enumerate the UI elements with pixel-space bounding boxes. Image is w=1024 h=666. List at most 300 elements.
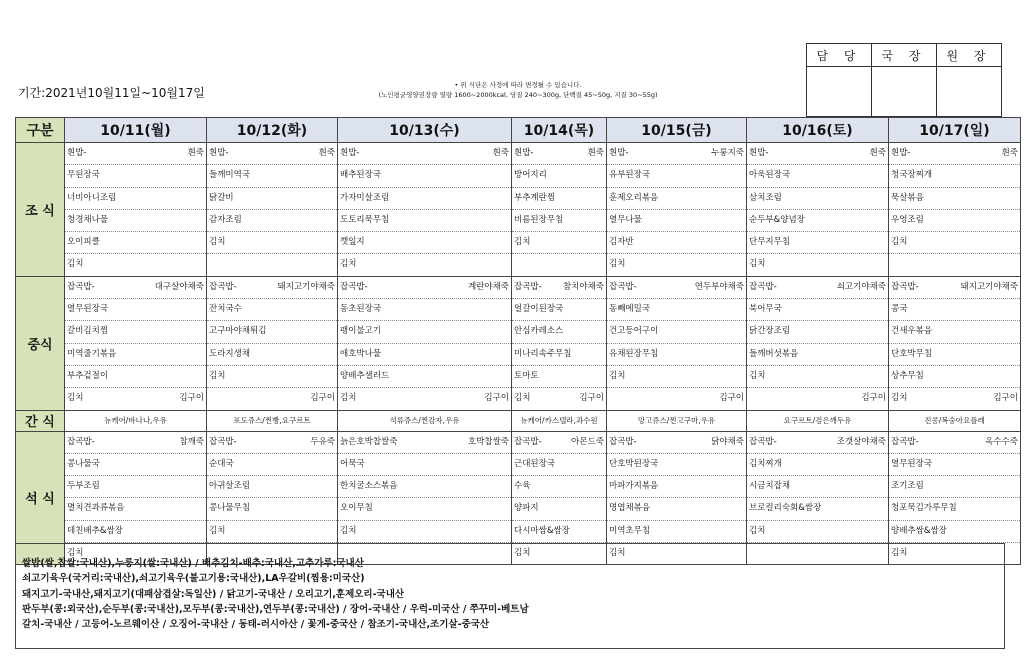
menu-item-text: 열무된장국 (891, 458, 933, 469)
menu-item (889, 344, 1020, 366)
menu-item (65, 254, 206, 275)
menu-item-text: 팽이불고기 (340, 326, 382, 337)
menu-item-text: 흰밥- (749, 148, 769, 158)
menu-item (747, 188, 888, 210)
menu-item (747, 277, 888, 299)
menu-item-extra: 옥수수죽 (985, 436, 1018, 447)
menu-item (889, 432, 1020, 454)
menu-item (889, 232, 1020, 254)
origin-info (15, 543, 1005, 649)
menu-item-extra: 계란야채죽 (467, 281, 509, 292)
menu-item (65, 388, 206, 409)
menu-item-text: 갈비김치찜 (67, 326, 109, 337)
menu-item (747, 432, 888, 454)
menu-item (512, 498, 606, 520)
menu-item-text: 단호박된장국 (609, 458, 659, 469)
menu-item (607, 277, 746, 299)
menu-item (889, 521, 1020, 543)
menu-item-text: 청국장찌개 (891, 170, 933, 181)
menu-item-text: 김치 (340, 259, 357, 270)
menu-item (65, 498, 206, 520)
menu-item-text: 오이무침 (340, 503, 373, 514)
menu-item (512, 188, 606, 210)
menu-item (607, 232, 746, 254)
menu-item (607, 143, 746, 165)
menu-item-extra: 김구이 (179, 393, 204, 404)
menu-item-extra: 조갯살야채죽 (836, 436, 886, 447)
menu-item (207, 299, 337, 321)
menu-item-text: 잡곡밥- (891, 436, 919, 447)
menu-item-text: 양파지 (514, 503, 539, 514)
day-menu-cell (607, 276, 747, 410)
menu-item-extra: 김구이 (579, 393, 604, 404)
menu-item-text: 데친배추&쌈장 (67, 525, 123, 536)
day-header: 10/16(토) (747, 118, 889, 143)
menu-item-text: 브로컬리숙회&쌈장 (749, 503, 822, 514)
menu-item-text: 김치 (340, 393, 357, 404)
menu-item-text: 청포묵김가루무침 (891, 503, 957, 514)
menu-item-text: 김치 (891, 393, 908, 404)
menu-item (207, 521, 337, 543)
menu-item-text: 가자미살조림 (340, 192, 390, 203)
menu-item-text: 아욱된장국 (749, 170, 791, 181)
approval-label: 담 당 (807, 44, 872, 67)
menu-item-extra: 두유죽 (310, 436, 335, 447)
menu-item (207, 188, 337, 210)
menu-item-text: 우엉조림 (891, 214, 924, 225)
menu-item (512, 299, 606, 321)
day-header: 10/15(금) (607, 118, 747, 143)
menu-item-text: 늙은호박찹쌀죽 (340, 436, 398, 447)
menu-item-text: 시금치잡채 (749, 481, 791, 492)
menu-item (65, 321, 206, 343)
menu-item-extra: 흰죽 (318, 148, 335, 158)
menu-item (65, 432, 206, 454)
menu-item-text: 김치 (609, 259, 626, 270)
menu-item-text: 잡곡밥- (514, 281, 542, 292)
menu-item-text: 부추겉절이 (67, 370, 109, 381)
origin-line: 쌀밥(쌀,찹쌀:국내산),누룽지(쌀:국내산) / 배추김치-배추:국내산,고추가루:국내산 (22, 558, 364, 569)
menu-item (607, 366, 746, 388)
menu-table (15, 117, 1021, 565)
menu-item (207, 321, 337, 343)
day-menu-cell (747, 143, 889, 277)
menu-item (747, 321, 888, 343)
snack-cell: 뉴케어/바나나,우유 (65, 410, 207, 431)
signature-box (807, 67, 872, 117)
day-menu-cell (512, 276, 607, 410)
day-menu-cell (65, 143, 207, 277)
menu-item (512, 388, 606, 409)
menu-item-extra: 누룽지죽 (711, 148, 744, 158)
menu-item-extra: 쇠고기야채죽 (836, 281, 886, 292)
menu-item-text: 잡곡밥- (891, 281, 919, 292)
menu-item-extra: 흰죽 (187, 148, 204, 158)
menu-item-text: 토마토 (514, 370, 539, 381)
menu-item-text: 김치 (749, 259, 766, 270)
menu-item-text: 북어무국 (749, 304, 782, 315)
menu-item (607, 321, 746, 343)
gubun-header: 구분 (16, 118, 65, 143)
snack-cell: 석류쥬스/찐감자,우유 (338, 410, 512, 431)
menu-item (889, 277, 1020, 299)
menu-item (512, 476, 606, 498)
menu-item-text: 잡곡밥- (67, 436, 95, 447)
menu-item (338, 432, 511, 454)
menu-item (65, 521, 206, 543)
day-menu-cell (338, 143, 512, 277)
menu-item-text: 잡곡밥- (609, 281, 637, 292)
menu-item-extra: 호박찹쌀죽 (467, 436, 509, 447)
menu-item-text: 김자반 (609, 237, 634, 248)
menu-item (889, 143, 1020, 165)
menu-item-text: 한치굴소스볶음 (340, 481, 398, 492)
menu-item-text: 잡곡밥- (514, 436, 542, 447)
menu-item (607, 165, 746, 187)
menu-item-text: 안심카레소스 (514, 326, 564, 337)
day-menu-cell (65, 276, 207, 410)
day-menu-cell (512, 143, 607, 277)
menu-item-text: 다시마쌈&쌈장 (514, 525, 570, 536)
day-header-row (16, 118, 1021, 143)
menu-item-text: 열무나물 (609, 214, 642, 225)
menu-item (512, 277, 606, 299)
menu-item-extra: 김구이 (861, 393, 886, 404)
day-menu-cell (207, 143, 338, 277)
menu-item (65, 344, 206, 366)
menu-item (512, 366, 606, 388)
notice-text (338, 80, 698, 100)
menu-item-text: 건새우볶음 (891, 326, 933, 337)
menu-item-extra: 아몬드죽 (571, 436, 604, 447)
menu-item (607, 521, 746, 543)
menu-item (512, 344, 606, 366)
menu-item (338, 299, 511, 321)
menu-item (512, 210, 606, 232)
menu-item (338, 143, 511, 165)
period-text: 기간:2021년10월11일~10월17일 (18, 86, 205, 100)
menu-item-text: 아귀살조림 (209, 481, 251, 492)
menu-item (889, 165, 1020, 187)
menu-item (607, 498, 746, 520)
menu-item-text: 잡곡밥- (209, 281, 237, 292)
snack-cell: 요구르트/검은깨두유 (747, 410, 889, 431)
menu-item-text: 조기조림 (891, 481, 924, 492)
menu-item-text: 김치 (514, 393, 531, 404)
menu-item-text: 김치 (749, 370, 766, 381)
menu-item-text: 미역초무침 (609, 525, 651, 536)
snack-cell: 포도쥬스/찐빵,요구르트 (207, 410, 338, 431)
menu-item-text: 잡곡밥- (749, 436, 777, 447)
menu-item (338, 344, 511, 366)
menu-item-text: 감자조림 (209, 214, 242, 225)
menu-item (207, 454, 337, 476)
menu-item-text: 들깨미역국 (209, 170, 251, 181)
menu-item-text: 훈제오리볶음 (609, 192, 659, 203)
menu-item-text: 김치 (67, 393, 84, 404)
menu-item-extra: 대구살야채죽 (154, 281, 204, 292)
snack-cell: 뉴케어/카스텔라,과수원 (512, 410, 607, 431)
menu-item-text: 묵살볶음 (891, 192, 924, 203)
menu-item-text: 명엽채볶음 (609, 503, 651, 514)
day-menu-cell (747, 276, 889, 410)
menu-item (607, 432, 746, 454)
menu-item-text: 흰밥- (609, 148, 629, 158)
menu-item (338, 454, 511, 476)
menu-item (512, 432, 606, 454)
menu-item (747, 366, 888, 388)
menu-item-text: 김치 (749, 525, 766, 536)
menu-item-text: 단무지무침 (749, 237, 791, 248)
menu-item (207, 254, 337, 275)
menu-item-text: 상추무침 (891, 370, 924, 381)
notice-line: (노인평균영양권장량 열량 1600~2000kcal, 당질 240~300g, 단백질 45~50g, 지질 30~55g) (378, 91, 658, 99)
snack-cell: 망고쥬스/찐고구마,우유 (607, 410, 747, 431)
day-header: 10/11(월) (65, 118, 207, 143)
menu-item (607, 210, 746, 232)
menu-item (207, 165, 337, 187)
menu-item (747, 299, 888, 321)
meal-row (16, 143, 1021, 277)
menu-item (338, 254, 511, 275)
menu-item (338, 388, 511, 409)
menu-item (65, 188, 206, 210)
menu-item (338, 366, 511, 388)
menu-item-text: 김치 (209, 525, 226, 536)
menu-item-text: 청경채나물 (67, 214, 109, 225)
menu-item-extra: 흰죽 (869, 148, 886, 158)
menu-item-text: 김치찌개 (749, 458, 782, 469)
menu-item-text: 잡곡밥- (340, 281, 368, 292)
day-menu-cell (889, 276, 1021, 410)
menu-item (338, 232, 511, 254)
menu-item-text: 닭간장조림 (749, 326, 791, 337)
origin-line: 판두부(콩:외국산),순두부(콩:국내산),모두부(콩:국내산),연두부(콩:국내산) / 장어-국내산 / 우럭-미국산 / 쭈꾸미-베트남 (22, 603, 529, 615)
day-header: 10/13(수) (338, 118, 512, 143)
meal-label: 조 식 (16, 143, 65, 277)
menu-item-text: 김치 (609, 548, 626, 559)
menu-item-text: 단호박무침 (891, 348, 933, 359)
menu-item (607, 188, 746, 210)
menu-item (338, 521, 511, 543)
menu-item (512, 454, 606, 476)
day-menu-cell (607, 143, 747, 277)
menu-item (338, 277, 511, 299)
menu-item (747, 498, 888, 520)
day-header: 10/14(목) (512, 118, 607, 143)
menu-item-text: 너비아니조림 (67, 192, 117, 203)
menu-item (747, 454, 888, 476)
day-menu-cell (207, 276, 338, 410)
menu-item-text: 김치 (340, 525, 357, 536)
meal-row (16, 410, 1021, 431)
menu-item-extra: 김구이 (719, 393, 744, 404)
menu-item (207, 277, 337, 299)
menu-item-text: 두부조림 (67, 481, 100, 492)
menu-item (207, 143, 337, 165)
menu-item (512, 521, 606, 543)
menu-item-text: 흰밥- (891, 148, 911, 158)
menu-item-text: 배추된장국 (340, 170, 382, 181)
notice-line: • 위 식단은 사정에 따라 변경될 수 있습니다. (454, 81, 582, 89)
menu-item-extra: 김구이 (484, 393, 509, 404)
menu-item-text: 고구마야채튀김 (209, 326, 267, 337)
menu-item-text: 흰밥- (340, 148, 360, 158)
menu-item (207, 344, 337, 366)
menu-item-text: 양배추샐러드 (340, 370, 390, 381)
menu-item-text: 김치 (891, 548, 908, 559)
menu-item-text: 김치 (67, 548, 84, 559)
menu-item (889, 321, 1020, 343)
menu-item-text: 콩나물국 (67, 458, 100, 469)
menu-item (607, 388, 746, 409)
menu-item-extra: 돼지고기야채죽 (960, 281, 1018, 292)
menu-item-text: 도토리묵무침 (340, 214, 390, 225)
meal-label: 석 식 (16, 431, 65, 565)
menu-item-text: 애호박나물 (340, 348, 382, 359)
menu-item-extra: 김구이 (993, 393, 1018, 404)
menu-item (747, 521, 888, 543)
menu-item (889, 388, 1020, 409)
menu-item (889, 188, 1020, 210)
menu-item (65, 476, 206, 498)
origin-line: 돼지고기-국내산,돼지고기(대패삼겹살:독일산) / 닭고기-국내산 / 오리고기,훈제오리-국내산 (22, 588, 405, 600)
menu-item-extra: 돼지고기야채죽 (277, 281, 335, 292)
menu-item (65, 165, 206, 187)
menu-item (207, 210, 337, 232)
menu-item-extra: 김구이 (310, 393, 335, 404)
menu-item-extra: 연두부야채죽 (694, 281, 744, 292)
menu-item (207, 232, 337, 254)
menu-item-text: 근대된장국 (514, 458, 556, 469)
menu-item-text: 잡곡밥- (67, 281, 95, 292)
origin-line: 갈치-국내산 / 고등어-노르웨이산 / 오징어-국내산 / 동태-러시아산 / 꽃게-중국산 / 참조기-국내산,조기살-중국산 (22, 619, 490, 631)
day-menu-cell (338, 276, 512, 410)
menu-item-text: 방어지리 (514, 170, 547, 181)
menu-item-text: 김치 (514, 548, 531, 559)
menu-item (607, 454, 746, 476)
menu-item-text: 닭갈비 (209, 192, 234, 203)
menu-item-text: 흰밥- (67, 148, 87, 158)
menu-item-text: 미역줄기볶음 (67, 348, 117, 359)
menu-item-text: 멸치견과류볶음 (67, 503, 125, 514)
menu-item (65, 143, 206, 165)
menu-item (65, 277, 206, 299)
origin-line: 쇠고기육우(국거리:국내산),쇠고기육우(불고기용:국내산),LA우갈비(찜용:미국산) (22, 573, 365, 585)
signature-box (937, 67, 1002, 117)
menu-item (889, 299, 1020, 321)
day-header: 10/17(일) (889, 118, 1021, 143)
menu-item-text: 동빼메밀국 (609, 304, 651, 315)
day-menu-cell (889, 143, 1021, 277)
menu-item (607, 299, 746, 321)
menu-item-text: 유부된장국 (609, 170, 651, 181)
menu-item-text: 미나리속주무침 (514, 348, 572, 359)
menu-item (338, 321, 511, 343)
menu-item-text: 잡곡밥- (749, 281, 777, 292)
menu-item (512, 232, 606, 254)
menu-item-text: 김치 (514, 237, 531, 248)
meal-label: 간 식 (16, 410, 65, 431)
menu-item (889, 498, 1020, 520)
menu-item (747, 165, 888, 187)
menu-item-text: 건고등어구이 (609, 326, 659, 337)
menu-item-extra: 흰죽 (1001, 148, 1018, 158)
menu-item (889, 210, 1020, 232)
menu-item (512, 165, 606, 187)
menu-item (747, 254, 888, 275)
menu-item (207, 432, 337, 454)
snack-cell: 진콩/복숭아요플레 (889, 410, 1021, 431)
menu-item-extra: 닭야채죽 (711, 436, 744, 447)
menu-item (338, 476, 511, 498)
menu-item (512, 254, 606, 275)
menu-item-text: 콩나물무침 (209, 503, 251, 514)
menu-item (889, 366, 1020, 388)
menu-item-text: 잡곡밥- (609, 436, 637, 447)
menu-item-text: 열무된장국 (67, 304, 109, 315)
menu-item-extra: 참깨죽 (179, 436, 204, 447)
menu-item (338, 210, 511, 232)
menu-item-extra: 참치야채죽 (562, 281, 604, 292)
menu-item (747, 210, 888, 232)
menu-item (65, 299, 206, 321)
menu-item-text: 김치 (891, 237, 908, 248)
menu-item (65, 454, 206, 476)
menu-item-text: 마파가지볶음 (609, 481, 659, 492)
approval-label: 국 장 (872, 44, 937, 67)
menu-item (889, 454, 1020, 476)
menu-item (747, 388, 888, 409)
menu-item (607, 476, 746, 498)
menu-item-text: 무된장국 (67, 170, 100, 181)
menu-item (747, 143, 888, 165)
menu-item (65, 366, 206, 388)
menu-item (607, 344, 746, 366)
menu-item-text: 얼갈이된장국 (514, 304, 564, 315)
menu-item-text: 부추계란찜 (514, 192, 556, 203)
menu-item-text: 도라지생채 (209, 348, 251, 359)
menu-item (338, 188, 511, 210)
day-header: 10/12(화) (207, 118, 338, 143)
menu-item-text: 김치 (209, 237, 226, 248)
meal-label: 중식 (16, 276, 65, 410)
menu-item (65, 210, 206, 232)
menu-item-text: 잡곡밥- (209, 436, 237, 447)
menu-item-text: 비름된장무침 (514, 214, 564, 225)
approval-label: 원 장 (937, 44, 1002, 67)
signature-box (872, 67, 937, 117)
menu-item (338, 498, 511, 520)
menu-item (607, 254, 746, 275)
approval-table (806, 43, 1002, 117)
menu-item-text: 잔치국수 (209, 304, 242, 315)
menu-item-text: 삼치조림 (749, 192, 782, 203)
menu-item (207, 366, 337, 388)
menu-item (512, 143, 606, 165)
meal-row (16, 276, 1021, 410)
menu-item-text: 흰밥- (209, 148, 229, 158)
menu-item-text: 수육 (514, 481, 531, 492)
menu-item-extra: 흰죽 (492, 148, 509, 158)
menu-item (207, 476, 337, 498)
menu-item-text: 김치 (67, 259, 84, 270)
menu-item (747, 344, 888, 366)
menu-item (747, 476, 888, 498)
menu-item (747, 232, 888, 254)
menu-item-text: 콩국 (891, 304, 908, 315)
menu-item-text: 깻잎지 (340, 237, 365, 248)
